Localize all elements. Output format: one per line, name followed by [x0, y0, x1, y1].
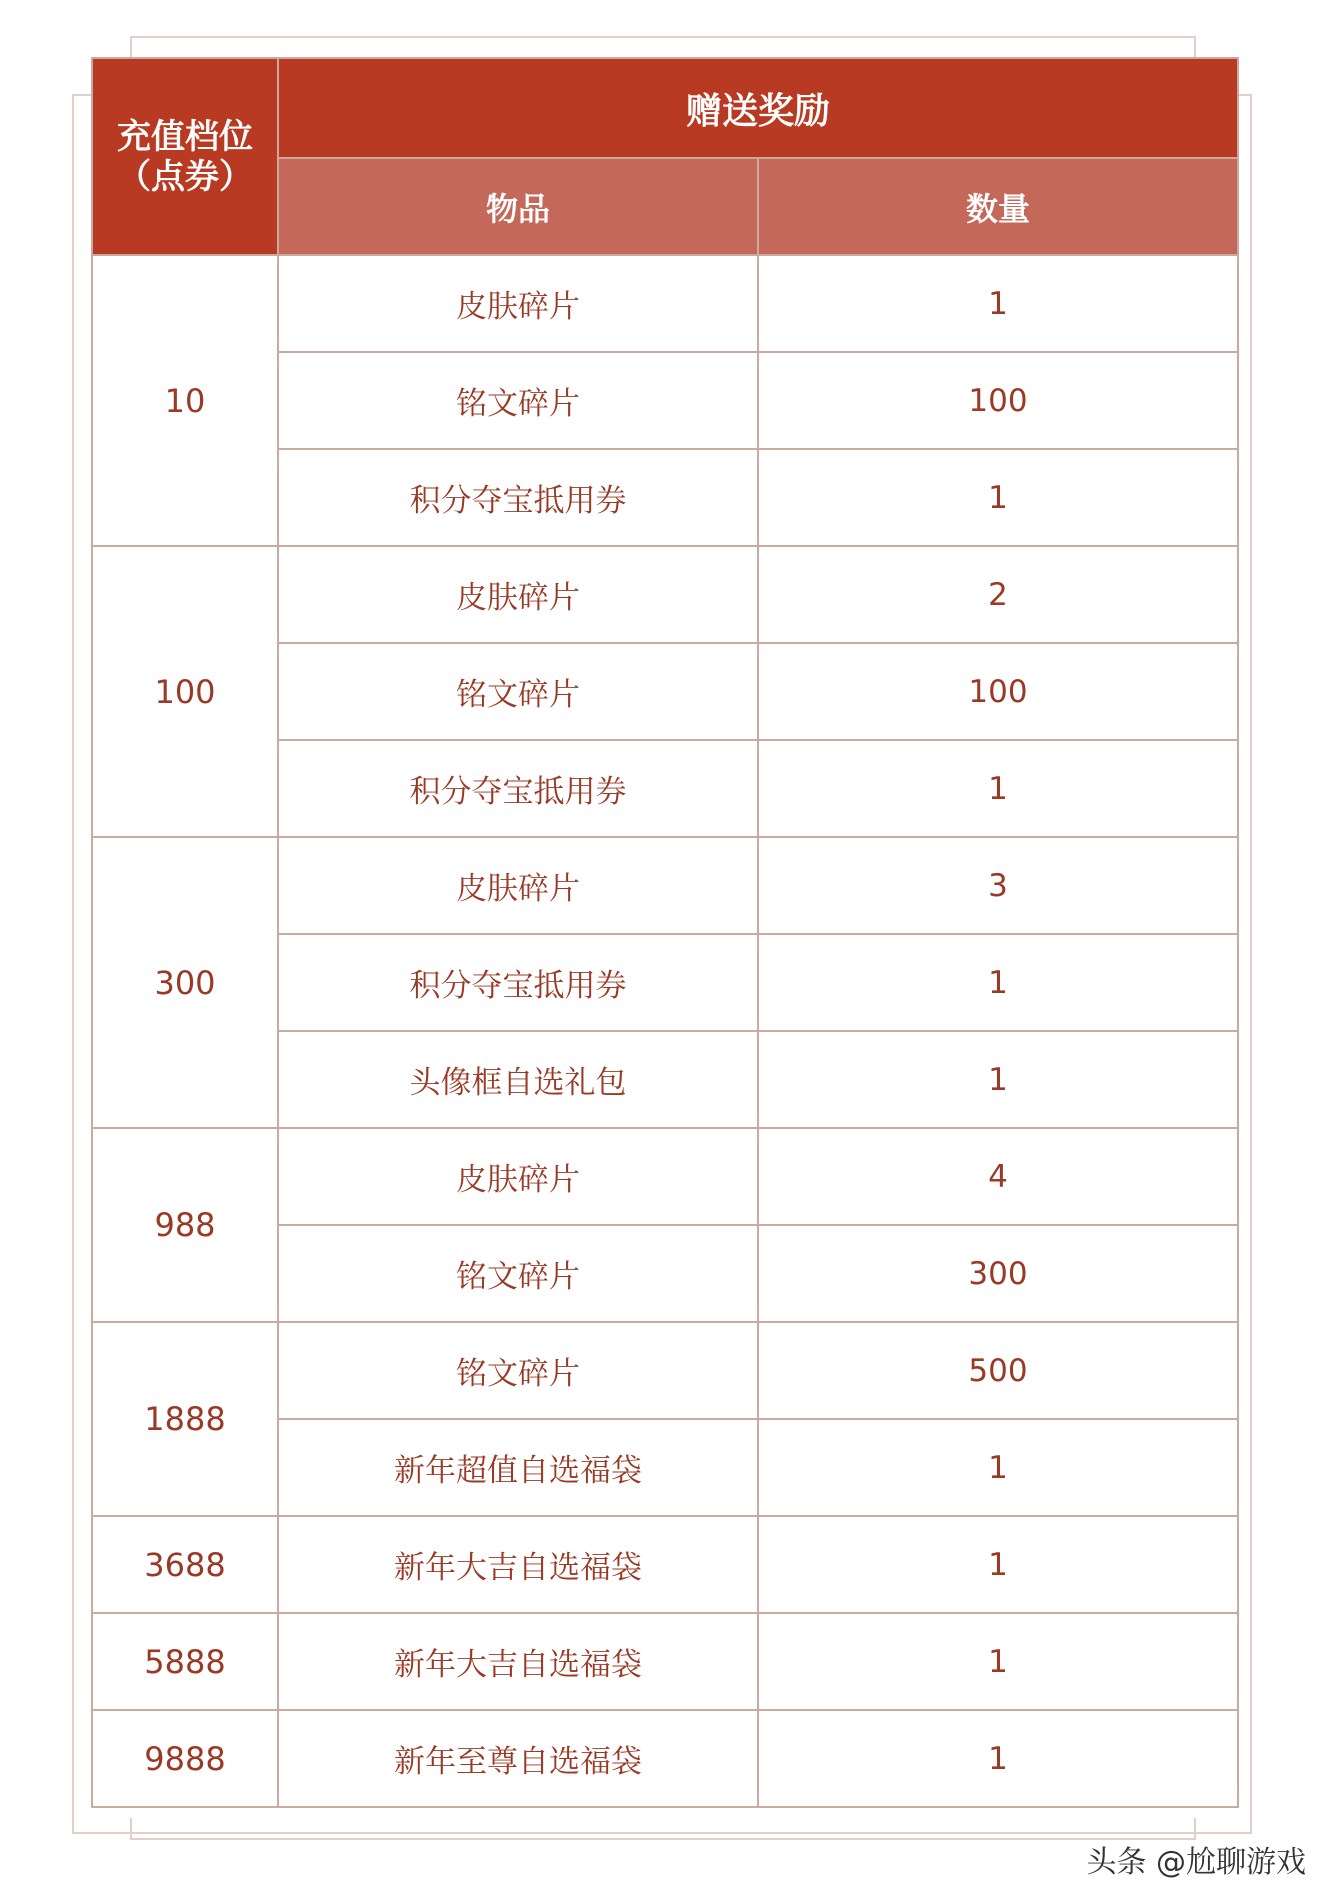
table-row	[92, 1516, 1238, 1613]
decorative-frame-top	[130, 36, 1196, 58]
item-cell: 皮肤碎片	[278, 837, 758, 934]
reward-table	[91, 57, 1239, 1808]
quantity-cell: 1	[758, 1613, 1238, 1710]
reward-title-header: 赠送奖励	[278, 58, 1238, 158]
table-row	[92, 1710, 1238, 1807]
tier-cell: 1888	[92, 1322, 278, 1516]
quantity-cell: 1	[758, 449, 1238, 546]
quantity-cell: 1	[758, 934, 1238, 1031]
tier-cell: 3688	[92, 1516, 278, 1613]
quantity-cell: 2	[758, 546, 1238, 643]
tier-cell: 100	[92, 546, 278, 837]
quantity-cell: 1	[758, 1419, 1238, 1516]
quantity-cell: 1	[758, 740, 1238, 837]
quantity-cell: 4	[758, 1128, 1238, 1225]
tier-header-line1: 充值档位	[117, 116, 253, 157]
watermark-text: 头条 @尬聊游戏	[1086, 1845, 1306, 1880]
item-column-header: 物品	[278, 158, 758, 255]
item-cell: 铭文碎片	[278, 352, 758, 449]
item-cell: 皮肤碎片	[278, 546, 758, 643]
item-cell: 新年超值自选福袋	[278, 1419, 758, 1516]
quantity-cell: 300	[758, 1225, 1238, 1322]
tier-cell: 9888	[92, 1710, 278, 1807]
table-row	[92, 1322, 1238, 1419]
item-cell: 新年大吉自选福袋	[278, 1516, 758, 1613]
tier-cell: 10	[92, 255, 278, 546]
table-row	[92, 837, 1238, 934]
item-cell: 新年至尊自选福袋	[278, 1710, 758, 1807]
item-cell: 皮肤碎片	[278, 1128, 758, 1225]
item-cell: 积分夺宝抵用券	[278, 934, 758, 1031]
tier-cell: 988	[92, 1128, 278, 1322]
item-cell: 铭文碎片	[278, 1225, 758, 1322]
tier-header-line2: （点券）	[117, 156, 253, 197]
table-row	[92, 1128, 1238, 1225]
quantity-cell: 100	[758, 643, 1238, 740]
table-row	[92, 255, 1238, 352]
item-cell: 积分夺宝抵用券	[278, 740, 758, 837]
quantity-cell: 1	[758, 1516, 1238, 1613]
item-cell: 铭文碎片	[278, 1322, 758, 1419]
item-cell: 铭文碎片	[278, 643, 758, 740]
decorative-frame-bottom	[130, 1818, 1196, 1840]
quantity-cell: 1	[758, 1031, 1238, 1128]
item-cell: 头像框自选礼包	[278, 1031, 758, 1128]
tier-column-header	[92, 58, 278, 255]
quantity-column-header: 数量	[758, 158, 1238, 255]
quantity-cell: 1	[758, 255, 1238, 352]
item-cell: 积分夺宝抵用券	[278, 449, 758, 546]
item-cell: 新年大吉自选福袋	[278, 1613, 758, 1710]
tier-cell: 300	[92, 837, 278, 1128]
tier-cell: 5888	[92, 1613, 278, 1710]
table-row	[92, 1613, 1238, 1710]
quantity-cell: 3	[758, 837, 1238, 934]
table-row	[92, 546, 1238, 643]
quantity-cell: 100	[758, 352, 1238, 449]
quantity-cell: 1	[758, 1710, 1238, 1807]
item-cell: 皮肤碎片	[278, 255, 758, 352]
quantity-cell: 500	[758, 1322, 1238, 1419]
